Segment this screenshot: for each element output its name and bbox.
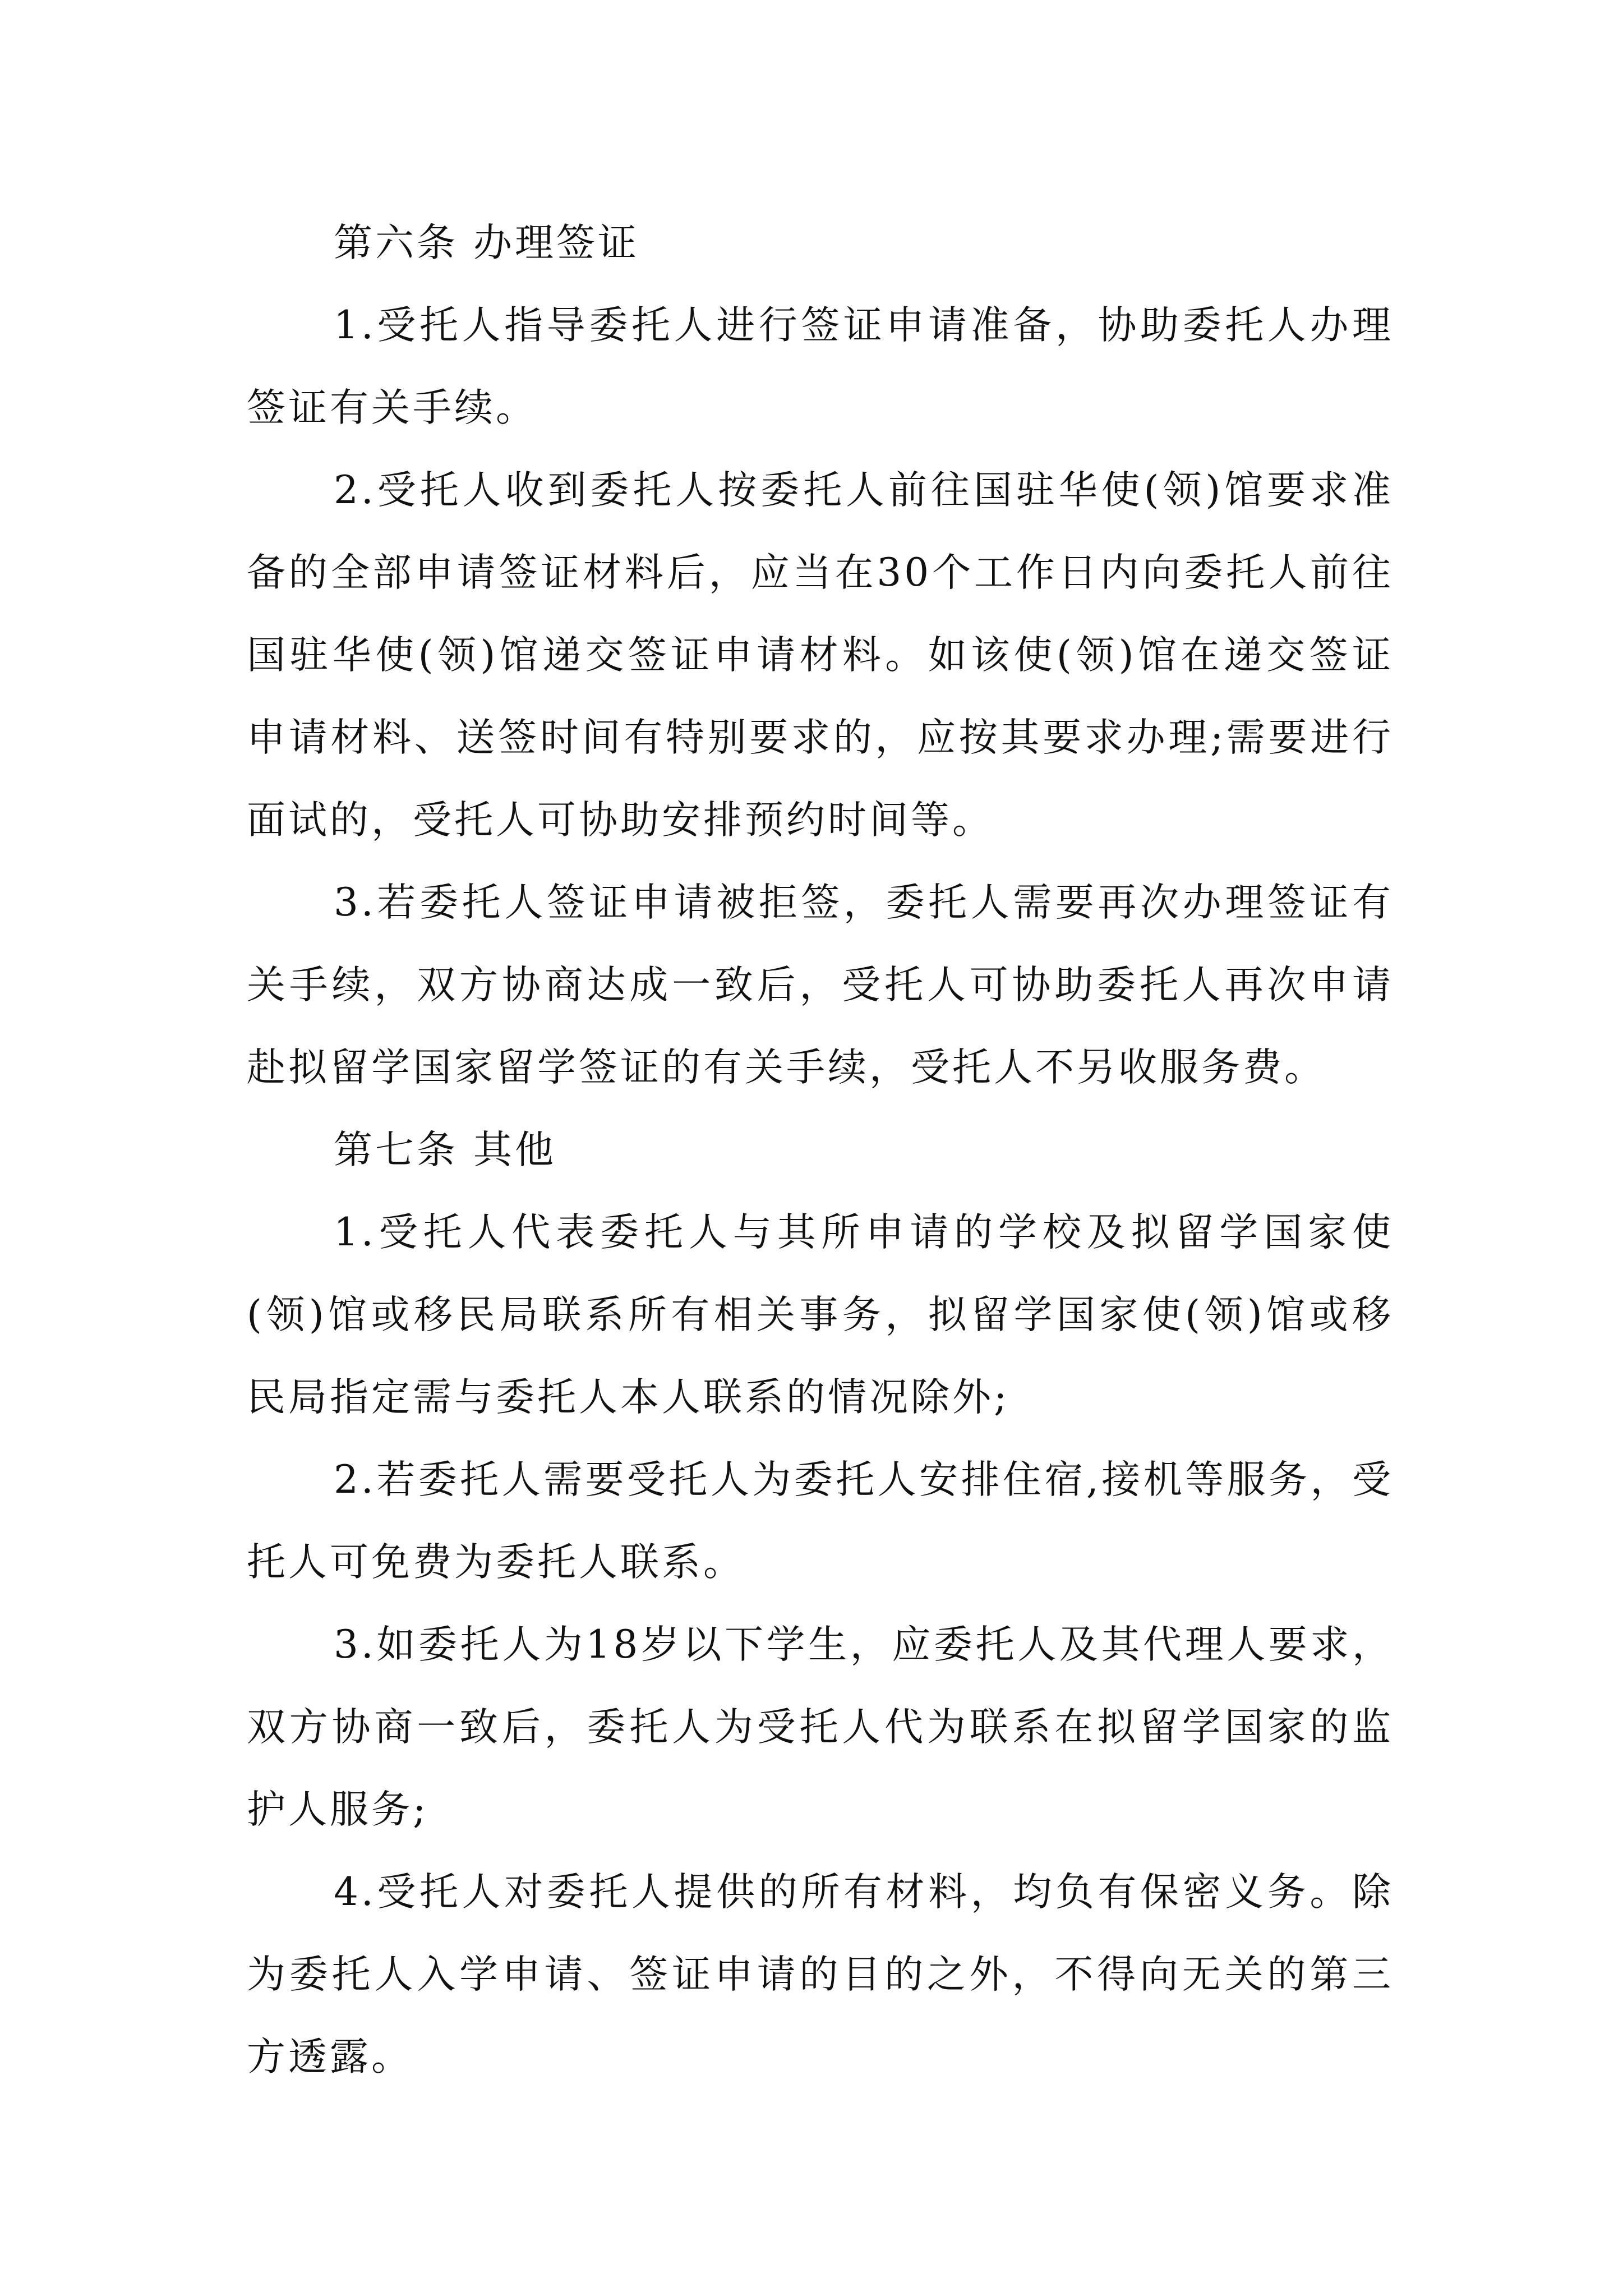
article-7-heading: 第七条 其他	[334, 1128, 556, 1172]
article-7-item-1: 1.受托人代表委托人与其所申请的学校及拟留学国家使(领)馆或移民局联系所有相关事务，拟留学国家使(领)馆或移民局指定需与委托人本人联系的情况除外;	[247, 1210, 1394, 1420]
document-body	[247, 202, 1394, 2099]
article-6-heading: 第六条 办理签证	[334, 220, 639, 265]
article-6-item-2: 2.受托人收到委托人按委托人前往国驻华使(领)馆要求准备的全部申请签证材料后，应当在30个工作日内向委托人前往国驻华使(领)馆递交签证申请材料。如该使(领)馆在递交签证申请材料、送签时间有特别要求的，应按其要求办理;需要进行面试的，受托人可协助安排预约时间等。	[247, 468, 1394, 843]
article-6-item-1: 1.受托人指导委托人进行签证申请准备，协助委托人办理签证有关手续。	[247, 303, 1394, 430]
article-7-item-2: 2.若委托人需要受托人为委托人安排住宿,接机等服务，受托人可免费为委托人联系。	[247, 1457, 1394, 1585]
article-7-item-3: 3.如委托人为18岁以下学生，应委托人及其代理人要求，双方协商一致后，委托人为受托人代为联系在拟留学国家的监护人服务;	[247, 1622, 1394, 1832]
article-6-item-3: 3.若委托人签证申请被拒签，委托人需要再次办理签证有关手续，双方协商达成一致后，受托人可协助委托人再次申请赴拟留学国家留学签证的有关手续，受托人不另收服务费。	[247, 880, 1394, 1090]
article-7-item-4: 4.受托人对委托人提供的所有材料，均负有保密义务。除为委托人入学申请、签证申请的目的之外，不得向无关的第三方透露。	[247, 1870, 1394, 2079]
